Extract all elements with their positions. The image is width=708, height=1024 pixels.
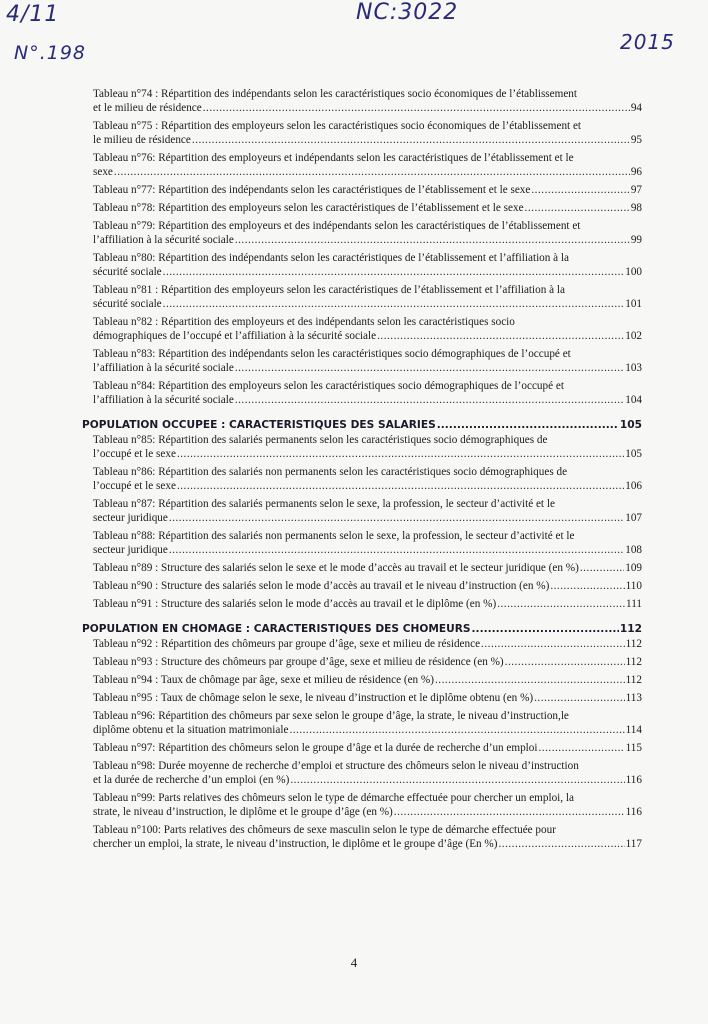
toc-entry-text: Tableau n°95 : Taux de chômage selon le sexe, le niveau d’instruction et le diplôme obtenu (en %): [93, 692, 534, 704]
toc-entry-text: Tableau n°89 : Structure des salariés selon le sexe et le mode d’accès au travail et le secteur juridique (en %): [93, 562, 579, 574]
dot-leader: [235, 393, 624, 407]
section-page: 105: [619, 419, 642, 431]
toc-entry-text: Tableau n°80: Répartition des indépendants selon les caractéristiques de l’établissement et l’affiliation à la: [93, 252, 569, 264]
dot-leader: [394, 805, 625, 819]
section-heading-unemployment: [82, 623, 642, 635]
section-title: POPULATION OCCUPEE : CARACTERISTIQUES DES SALARIES: [82, 419, 436, 431]
toc-entry-text: le milieu de résidence: [93, 134, 191, 146]
toc-entry-text: Tableau n°90 : Structure des salariés selon le mode d’accès au travail et le niveau d’instruction (en %): [93, 580, 550, 592]
toc-entry-line: [93, 329, 642, 343]
toc-entry-text: démographiques de l’occupé et l’affiliation à la sécurité sociale: [93, 330, 377, 342]
toc-entry-page: 117: [625, 838, 642, 850]
toc-entry-page: 100: [625, 266, 642, 278]
toc-entry: [82, 283, 642, 311]
toc-entry-text: secteur juridique: [93, 544, 168, 556]
toc-entry-line: [93, 805, 642, 819]
handwritten-reference: 4/11: [6, 2, 60, 27]
toc-entry-line: [93, 637, 642, 651]
toc-entry: [82, 433, 642, 461]
dot-leader: [177, 479, 624, 493]
toc-entry-text: l’affiliation à la sécurité sociale: [93, 362, 234, 374]
dot-leader: [534, 691, 625, 705]
dot-leader: [497, 597, 625, 611]
toc-entry-line: [93, 133, 642, 147]
toc-entry: [82, 741, 642, 755]
toc-entry-text: l’affiliation à la sécurité sociale: [93, 394, 234, 406]
toc-entry-line: [93, 265, 642, 279]
toc-entry: [82, 497, 642, 525]
toc-entry-text: Tableau n°83: Répartition des indépendants selon les caractéristiques socio démographiques de l’occupé et: [93, 348, 571, 360]
toc-entry-text: Tableau n°75 : Répartition des employeurs selon les caractéristiques socio économiques de l’établissement et: [93, 120, 582, 132]
dot-leader: [203, 101, 630, 115]
toc-entry: [82, 791, 642, 819]
toc-entry: [82, 119, 642, 147]
section-heading-salaries: [82, 419, 642, 431]
dot-leader: [114, 165, 630, 179]
toc-entry: [82, 655, 642, 669]
toc-entry-page: 111: [626, 598, 642, 610]
toc-entry-text: sécurité sociale: [93, 266, 162, 278]
toc-entry-text: Tableau n°99: Parts relatives des chômeurs selon le type de démarche effectuée pour chercher un emploi, la: [93, 792, 574, 804]
toc-entry-line: [93, 597, 642, 611]
toc-entry: [82, 87, 642, 115]
dot-leader: [235, 361, 624, 375]
toc-entry-page: 116: [625, 806, 642, 818]
dot-leader: [192, 133, 630, 147]
toc-entry-line: [93, 741, 642, 755]
toc-entry-page: 102: [625, 330, 642, 342]
toc-entry-text: Tableau n°98: Durée moyenne de recherche d’emploi et structure des chômeurs selon le niveau d’instruction: [93, 760, 579, 772]
toc-entry-line: [93, 511, 642, 525]
handwritten-nc-code: NC:3022: [356, 0, 459, 25]
toc-entry-text: Tableau n°88: Répartition des salariés non permanents selon le sexe, la profession, le secteur d’activité et le: [93, 530, 575, 542]
toc-entry-text: Tableau n°84: Répartition des employeurs selon les caractéristiques socio démographiques de l’occupé et: [93, 380, 564, 392]
dot-leader: [377, 329, 624, 343]
toc-entry-text: Tableau n°87: Répartition des salariés permanents selon le sexe, la profession, le secteur d’activité et le: [93, 498, 555, 510]
toc-entry: [82, 465, 642, 493]
toc-entry-text: Tableau n°82 : Répartition des employeurs et des indépendants selon les caractéristiques socio: [93, 316, 515, 328]
toc-entry-text: et le milieu de résidence: [93, 102, 202, 114]
toc-entry-line: [93, 201, 642, 215]
toc-entry-page: 94: [630, 102, 642, 114]
toc-entry-page: 101: [625, 298, 642, 310]
toc-entry-text: Tableau n°93 : Structure des chômeurs par groupe d’âge, sexe et milieu de résidence (en %): [93, 656, 504, 668]
toc-entry-line: [93, 361, 642, 375]
toc-entry-page: 104: [625, 394, 642, 406]
toc-entry-line: [93, 579, 642, 593]
toc-entry-line: [93, 447, 642, 461]
toc-entry: [82, 201, 642, 215]
dot-leader: [169, 511, 624, 525]
toc-entry-text: l’occupé et le sexe: [93, 480, 176, 492]
toc-entry: [82, 823, 642, 851]
toc-entry-line: [93, 479, 642, 493]
toc-entry-page: 116: [625, 774, 642, 786]
section-title: POPULATION EN CHOMAGE : CARACTERISTIQUES DES CHOMEURS: [82, 623, 471, 635]
dot-leader: [437, 419, 619, 431]
toc-entry: [82, 561, 642, 575]
toc-entry-line: [93, 543, 642, 557]
toc-entry-text: sexe: [93, 166, 113, 178]
toc-entry-page: 107: [625, 512, 642, 524]
toc-entry: [82, 379, 642, 407]
dot-leader: [235, 233, 630, 247]
dot-leader: [289, 723, 624, 737]
toc-entry-page: 108: [625, 544, 642, 556]
dot-leader: [505, 655, 625, 669]
toc-entry: [82, 597, 642, 611]
toc-entry-text: Tableau n°92 : Répartition des chômeurs par groupe d’âge, sexe et milieu de résidence: [93, 638, 481, 650]
toc-entry-page: 106: [625, 480, 642, 492]
toc-entry-text: l’occupé et le sexe: [93, 448, 176, 460]
dot-leader: [163, 297, 625, 311]
toc-entry-line: [93, 393, 642, 407]
dot-leader: [472, 623, 619, 635]
toc-entry-page: 112: [625, 656, 642, 668]
toc-entry: [82, 709, 642, 737]
toc-entry-page: 96: [630, 166, 642, 178]
toc-entry: [82, 529, 642, 557]
dot-leader: [531, 183, 629, 197]
toc-entry-line: [93, 233, 642, 247]
dot-leader: [580, 561, 624, 575]
toc-entry-line: [93, 723, 642, 737]
toc-entry-text: Tableau n°76: Répartition des employeurs et indépendants selon les caractéristiques de l’établissement et le: [93, 152, 574, 164]
dot-leader: [525, 201, 630, 215]
dot-leader: [539, 741, 625, 755]
toc-entry-page: 114: [625, 724, 642, 736]
toc-entry-page: 105: [625, 448, 642, 460]
dot-leader: [481, 637, 625, 651]
toc-entry: [82, 637, 642, 651]
dot-leader: [290, 773, 624, 787]
toc-entry: [82, 673, 642, 687]
toc-entry: [82, 251, 642, 279]
toc-entry-line: [93, 165, 642, 179]
toc-entry-text: sécurité sociale: [93, 298, 162, 310]
toc-entry-line: [93, 101, 642, 115]
dot-leader: [550, 579, 624, 593]
toc-entry-line: [93, 773, 642, 787]
toc-entry-page: 97: [630, 184, 642, 196]
toc-entry: [82, 219, 642, 247]
toc-entry-line: [93, 837, 642, 851]
handwritten-number: N°.198: [14, 42, 87, 64]
toc-entry-text: Tableau n°94 : Taux de chômage par âge, sexe et milieu de résidence (en %): [93, 674, 434, 686]
toc-entry-page: 98: [630, 202, 642, 214]
toc-entry-page: 112: [625, 674, 642, 686]
toc-entry: [82, 691, 642, 705]
toc-entry-text: l’affiliation à la sécurité sociale: [93, 234, 234, 246]
toc-entry-line: [93, 561, 642, 575]
toc-entry-text: chercher un emploi, la strate, le niveau d’instruction, le diplôme et le groupe d’âge (En %): [93, 838, 498, 850]
dot-leader: [498, 837, 624, 851]
toc-entry-text: Tableau n°79: Répartition des employeurs et des indépendants selon les caractéristiques de l’établissement et: [93, 220, 581, 232]
toc-entry-page: 113: [625, 692, 642, 704]
section-page: 112: [619, 623, 642, 635]
toc-group-establishment: [82, 87, 642, 407]
dot-leader: [169, 543, 624, 557]
toc-entry: [82, 347, 642, 375]
toc-entry-page: 95: [630, 134, 642, 146]
toc-entry: [82, 759, 642, 787]
toc-entry-text: strate, le niveau d’instruction, le diplôme et le groupe d’âge (en %): [93, 806, 393, 818]
dot-leader: [177, 447, 624, 461]
toc-entry-text: Tableau n°100: Parts relatives des chômeurs de sexe masculin selon le type de démarche effectuée pour: [93, 824, 556, 836]
toc-entry-page: 103: [625, 362, 642, 374]
toc-entry-text: Tableau n°85: Répartition des salariés permanents selon les caractéristiques socio démographiques de: [93, 434, 548, 446]
toc-entry-text: Tableau n°91 : Structure des salariés selon le mode d’accès au travail et le diplôme (en %): [93, 598, 497, 610]
toc-entry-line: [93, 297, 642, 311]
toc-entry-line: [93, 655, 642, 669]
toc-entry-line: [93, 673, 642, 687]
page-number: 4: [350, 955, 358, 970]
toc-entry-text: et la durée de recherche d’un emploi (en %): [93, 774, 290, 786]
dot-leader: [435, 673, 625, 687]
toc-entry-text: Tableau n°74 : Répartition des indépendants selon les caractéristiques socio économiques de l’établissement: [93, 88, 577, 100]
toc-entry-text: Tableau n°97: Répartition des chômeurs selon le groupe d’âge et la durée de recherche d’un emploi: [93, 742, 538, 754]
toc-entry-line: [93, 691, 642, 705]
dot-leader: [163, 265, 625, 279]
toc-entry: [82, 151, 642, 179]
toc-entry-text: Tableau n°96: Répartition des chômeurs par sexe selon le groupe d’âge, la strate, le niveau d’instruction,le: [93, 710, 569, 722]
toc-entry-text: secteur juridique: [93, 512, 168, 524]
handwritten-year: 2015: [620, 30, 675, 54]
toc-entry-text: Tableau n°77: Répartition des indépendants selon les caractéristiques de l’établissement et le sexe: [93, 184, 531, 196]
toc-group-unemployment: [82, 637, 642, 851]
toc-entry-page: 109: [625, 562, 642, 574]
toc-entry-page: 99: [630, 234, 642, 246]
toc-entry-text: diplôme obtenu et la situation matrimoniale: [93, 724, 289, 736]
toc-group-salaries: [82, 433, 642, 611]
toc-entry: [82, 183, 642, 197]
table-of-contents: [82, 87, 642, 855]
toc-entry-page: 112: [625, 638, 642, 650]
toc-entry-line: [93, 183, 642, 197]
toc-entry: [82, 579, 642, 593]
toc-entry-text: Tableau n°78: Répartition des employeurs selon les caractéristiques de l’établissement et le sexe: [93, 202, 524, 214]
toc-entry-page: 115: [625, 742, 642, 754]
toc-entry: [82, 315, 642, 343]
toc-entry-text: Tableau n°81 : Répartition des employeurs selon les caractéristiques de l’établissement et l’affiliation à la: [93, 284, 565, 296]
toc-entry-page: 110: [625, 580, 642, 592]
toc-entry-text: Tableau n°86: Répartition des salariés non permanents selon les caractéristiques socio démographiques de: [93, 466, 568, 478]
